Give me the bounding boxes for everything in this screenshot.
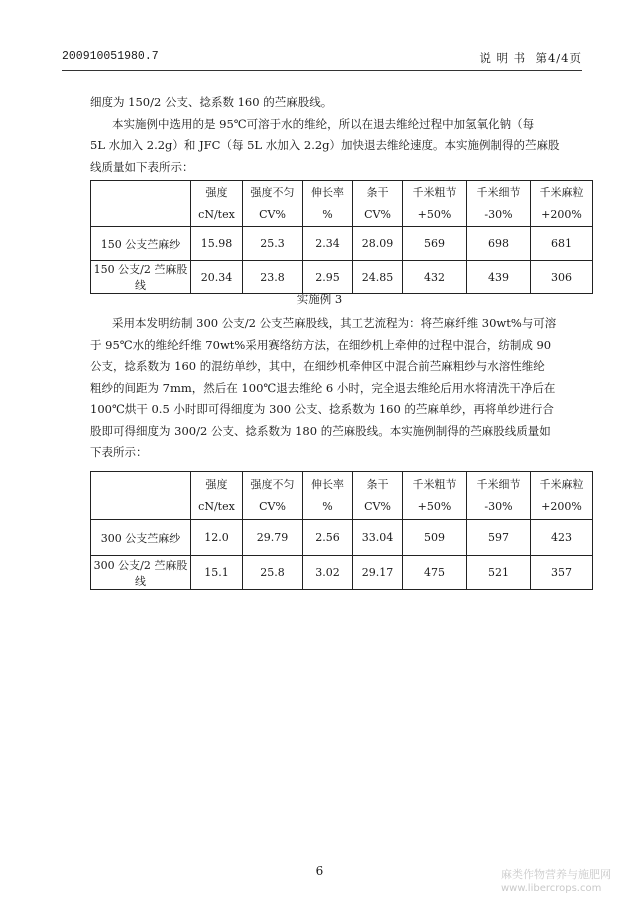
column-header: 千米粗节 +50% (403, 181, 467, 227)
text-line: 采用本发明纺制 300 公支/2 公支苎麻股线，其工艺流程为：将苎麻纤维 30wt%与可溶 (112, 316, 557, 330)
column-header: 条干 CV% (353, 472, 403, 520)
table-cell: 509 (403, 520, 467, 556)
column-header: 千米麻粒 +200% (531, 472, 593, 520)
table-cell: 12.0 (191, 520, 243, 556)
table-corner-cell (91, 472, 191, 520)
row-label: 150 公支苎麻纱 (91, 227, 191, 261)
example-3-heading: 实施例 3 (296, 292, 343, 306)
table-cell: 306 (531, 261, 593, 294)
table-cell: 597 (467, 520, 531, 556)
column-header: 强度 cN/tex (191, 472, 243, 520)
column-header: 强度不匀 CV% (243, 472, 303, 520)
table-row (91, 227, 593, 261)
header-rule (62, 70, 582, 71)
table-cell: 521 (467, 556, 531, 590)
page-indicator: 第4/4页 (535, 51, 582, 65)
column-header: 千米麻粒 +200% (531, 181, 593, 227)
table-cell: 2.34 (303, 227, 353, 261)
text-line: 公支，捻系数为 160 的混纺单纱，其中，在细纱机牵伸区中混合前苎麻粗纱与水溶性维纶 (90, 359, 545, 373)
table-cell: 2.95 (303, 261, 353, 294)
column-header: 千米粗节 +50% (403, 472, 467, 520)
table-cell: 23.8 (243, 261, 303, 294)
text-line: 于 95℃水的维纶纤维 70wt%采用赛络纺方法，在细纱机上牵伸的过程中混合，纺制成 90 (90, 337, 552, 352)
text-line: 粗纱的间距为 7mm，然后在 100℃退去维纶 6 小时，完全退去维纶后用水将清洗干净后在 (90, 380, 556, 395)
table-row (91, 520, 593, 556)
table-corner-cell (91, 181, 191, 227)
page-header (62, 50, 582, 66)
column-header: 强度 cN/tex (191, 181, 243, 227)
table-cell: 15.98 (191, 227, 243, 261)
column-header: 千米细节 -30% (467, 472, 531, 520)
table-cell: 357 (531, 556, 593, 590)
table-cell: 29.79 (243, 520, 303, 556)
table-row (91, 556, 593, 590)
watermark-line: 麻类作物营养与施肥网 (501, 868, 611, 881)
row-label: 300 公支苎麻纱 (91, 520, 191, 556)
text-line: 线质量如下表所示： (90, 159, 194, 174)
section-title: 说 明 书 (479, 51, 527, 65)
text-line: 5L 水加入 2.2g）和 JFC（每 5L 水加入 2.2g）加快退去维纶速度。本实施例制得的苎麻股 (90, 138, 560, 152)
watermark-line: www.libercrops.com (501, 883, 602, 894)
table-cell: 15.1 (191, 556, 243, 590)
table-cell: 681 (531, 227, 593, 261)
table-cell: 423 (531, 520, 593, 556)
table-cell: 698 (467, 227, 531, 261)
table-cell: 29.17 (353, 556, 403, 590)
header-right (479, 50, 582, 66)
table-header-row (91, 472, 593, 520)
document-number: 200910051980.7 (62, 50, 159, 63)
table-cell: 432 (403, 261, 467, 294)
column-header: 千米细节 -30% (467, 181, 531, 227)
table-cell: 24.85 (353, 261, 403, 294)
table-cell: 3.02 (303, 556, 353, 590)
row-label: 150 公支/2 苎麻股线 (91, 261, 191, 294)
watermark (501, 868, 631, 896)
table-cell: 28.09 (353, 227, 403, 261)
quality-table-1 (90, 180, 593, 294)
paragraph-example3 (90, 313, 586, 464)
quality-table-2 (90, 471, 593, 590)
table-cell: 25.3 (243, 227, 303, 261)
column-header: 伸长率 % (303, 181, 353, 227)
table-cell: 439 (467, 261, 531, 294)
column-header: 强度不匀 CV% (243, 181, 303, 227)
text-line: 本实施例中选用的是 95℃可溶于水的维纶，所以在退去维纶过程中加氢氧化钠（每 (112, 116, 535, 131)
column-header: 条干 CV% (353, 181, 403, 227)
text-line: 股即可得细度为 300/2 公支、捻系数为 180 的苎麻股线。本实施例制得的苎麻股线质量如 (90, 423, 551, 438)
text-line: 细度为 150/2 公支、捻系数 160 的苎麻股线。 (90, 95, 333, 109)
text-line: 100℃烘干 0.5 小时即可得细度为 300 公支、捻系数为 160 的苎麻单纱，再将单纱进行合 (90, 402, 554, 416)
paragraph-example2-end (90, 92, 586, 178)
column-header: 伸长率 % (303, 472, 353, 520)
table-header-row (91, 181, 593, 227)
table-cell: 33.04 (353, 520, 403, 556)
table-cell: 569 (403, 227, 467, 261)
page-number: 6 (315, 864, 324, 878)
table-cell: 475 (403, 556, 467, 590)
text-line: 下表所示： (90, 445, 148, 459)
table-cell: 20.34 (191, 261, 243, 294)
table-cell: 25.8 (243, 556, 303, 590)
row-label: 300 公支/2 苎麻股线 (91, 556, 191, 590)
table-cell: 2.56 (303, 520, 353, 556)
table-row (91, 261, 593, 294)
